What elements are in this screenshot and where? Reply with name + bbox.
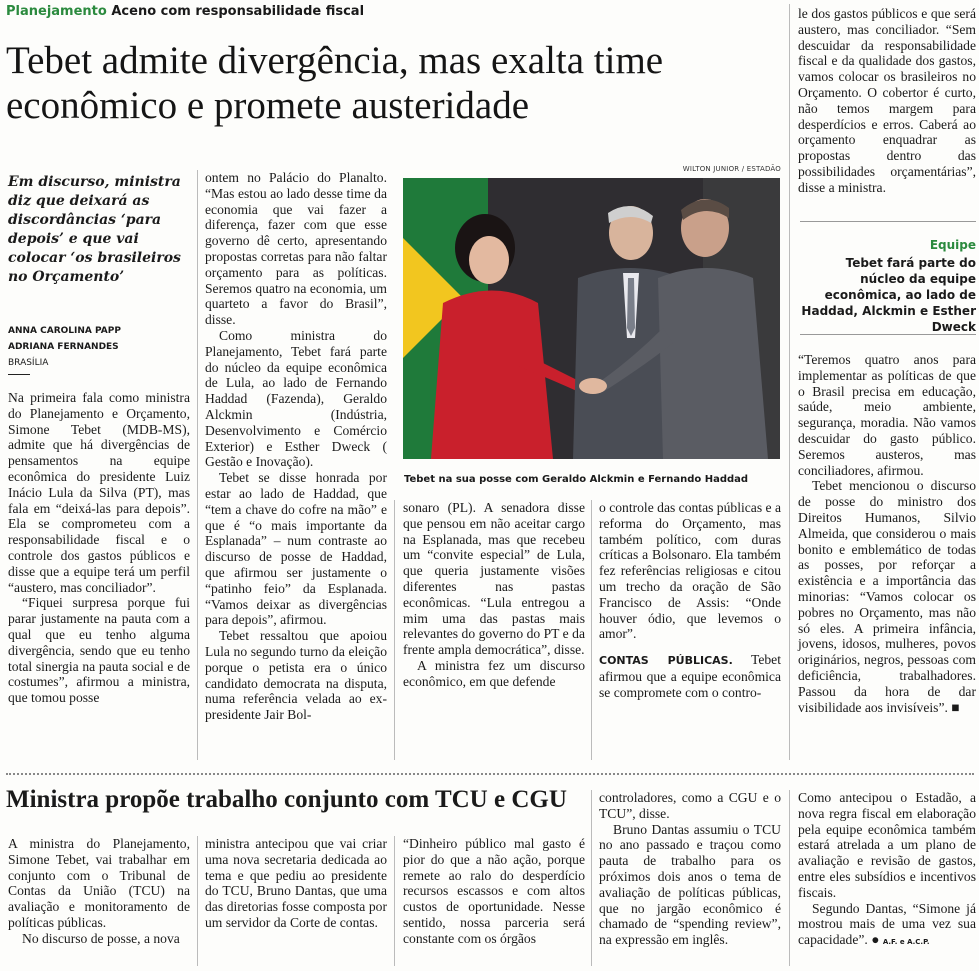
paragraph: ministra antecipou que vai criar uma nova secretaria dedicada ao tema e que pediu ao presidente do TCU, Bruno Dantas, que uma das diretorias fosse composta por um servidor da Corte de contas.: [205, 836, 387, 930]
paragraph: ontem no Palácio do Planalto. “Mas estou ao lado desse time da economia que vai fazer a diferença, fazer com que esse governo dê certo, apresentando propostas corretas para não faltar orçamento para as políticas. Seremos quatro na economia, um quarteto a favor do Brasil”, disse.: [205, 170, 387, 328]
topic-label: Aceno com responsabilidade fiscal: [111, 4, 365, 19]
column-rule: [394, 836, 395, 966]
deck: Em discurso, ministra diz que deixará as discordâncias ‘para depois’ e que vai colocar ‘os brasileiros no Orçamento’: [8, 174, 181, 285]
paragraph-text: Segundo Dantas, “Simone já mostrou mais de uma vez sua capacidade”. ●: [798, 900, 976, 948]
second-col-3: [403, 836, 585, 947]
paragraph: [599, 652, 781, 700]
signature: A.F. e A.C.P.: [882, 938, 930, 947]
section-label[interactable]: Planejamento: [6, 4, 107, 19]
paragraph: Como ministra do Planejamento, Tebet fará parte do núcleo da equipe econômica de Lula, ao lado de Fernando Haddad (Fazenda), Geraldo Alckmin (Indústria, Desenvolvimento e Comércio Exterior) e Esther Dweck ( Gestão e Inovação).: [205, 327, 387, 470]
second-col-1: [8, 836, 190, 947]
paragraph: o controle das contas públicas e a reforma do Orçamento, mas também político, com duras críticas a Bolsonaro. Ela também fez referências religiosas e citou um trecho da oração de São Francisco de Assis: “Onde houver ódio, que levemos o amor”.: [599, 500, 781, 642]
byline-author-1: ANNA CAROLINA PAPP: [8, 326, 121, 336]
main-col-2: [205, 170, 387, 723]
subhead-text: Tebet afirmou que a equipe econômica se compromete com o contro-: [599, 652, 781, 700]
main-col-1: [8, 390, 190, 706]
column-rule: [789, 4, 790, 760]
column-rule: [591, 790, 592, 966]
paragraph: A ministra fez um discurso econômico, em que defende: [403, 657, 585, 689]
paragraph: “Teremos quatro anos para implementar as políticas de que o Brasil precisa em educação, saúde, meio ambiente, segurança, moradia. Não vamos descuidar do gasto público. Seremos austeros, mas conciliadores, afirmou.: [798, 352, 976, 478]
section-divider: [6, 773, 974, 775]
box-text: Tebet fará parte do núcleo da equipe econômica, ao lado de Haddad, Alckmin e Esther Dweck: [801, 256, 976, 334]
byline-author-2: ADRIANA FERNANDES: [8, 342, 119, 352]
paragraph: controladores, como a CGU e o TCU”, disse.: [599, 790, 781, 821]
box-bottom-rule: [800, 334, 976, 335]
headline: Tebet admite divergência, mas exalta time econômico e promete austeridade: [6, 39, 664, 127]
paragraph: Tebet mencionou o discurso de posse do ministro dos Direitos Humanos, Silvio Almeida, que considerou o mais bonito e emblemático de todas as posses, por reforçar a existência e a importância das minorias: “Vamos colocar os pobres no Orçamento, mas não só eles. A primeira infância, jovens, idosos, mulheres, povos originários, negros, pessoas com deficiência, trabalhadores. Passou da hora de dar visibilidade aos invisíveis”. ■: [798, 478, 976, 715]
main-col-5-top: [798, 6, 976, 196]
news-photo: [403, 178, 780, 459]
photo-credit: WILTON JUNIOR / ESTADÃO: [682, 165, 781, 173]
main-col-3: [403, 500, 585, 690]
paragraph: le dos gastos públicos e que será austero, mas conciliador. “Sem descuidar da responsabilidade fiscal e da qualidade dos gastos, vamos colocar os brasileiros no Orçamento. O cobertor é curto, não temos margem para desperdícios e erros. Caberá ao orçamento enquadrar as propostas dentro das possibilidades orçamentárias”, disse a ministra.: [798, 6, 976, 195]
byline-divider: [8, 374, 30, 375]
photo-caption: Tebet na sua posse com Geraldo Alckmin e Fernando Haddad: [404, 474, 749, 485]
paragraph: Tebet ressaltou que apoiou Lula no segundo turno da eleição porque o petista era o único candidato democrata na disputa, numa referência velada ao ex-presidente Jair Bol-: [205, 628, 387, 723]
paragraph: Como antecipou o Estadão, a nova regra fiscal em elaboração pela equipe econômica também estará atrelada a um plano de avaliação e revisão de gastos, entre eles subsídios e incentivos fiscais.: [798, 790, 976, 900]
byline: [8, 323, 190, 371]
second-col-5: [798, 790, 976, 951]
paragraph: Bruno Dantas assumiu o TCU no ano passado e traçou como pauta de trabalho para os próximos dois anos o tema de avaliação de políticas públicas, que no jargão econômico é chamado de “spending review”, na expressão em inglês.: [599, 821, 781, 948]
byline-city: BRASÍLIA: [8, 358, 49, 368]
paragraph: Na primeira fala como ministra do Planejamento e Orçamento, Simone Tebet (MDB-MS), admite que há divergências de pensamentos na equipe econômica do presidente Luiz Inácio Lula da Silva (PT), mas fala em “deixá-las para depois”. Ela se comprometeu com a responsabilidade fiscal e o controle dos gastos públicos e disse que a equipe terá um perfil “austero, mas conciliador”.: [8, 390, 190, 595]
column-rule: [394, 500, 395, 760]
paragraph: sonaro (PL). A senadora disse que pensou em não aceitar cargo na Esplanada, mas que recebeu um “convite especial” de Lula, que queria justamente visões diferentes nas pastas econômicas. “Lula entregou a mim uma das pastas mais relevantes do governo do PT e da frente ampla democrática”, disse.: [403, 500, 585, 658]
column-rule: [197, 836, 198, 966]
second-col-2: [205, 836, 387, 931]
column-rule: [197, 170, 198, 760]
photo-illustration: [403, 178, 780, 459]
second-col-4: [599, 790, 781, 948]
paragraph: No discurso de posse, a nova: [22, 930, 180, 946]
main-col-5-bottom: [798, 352, 976, 715]
paragraph: “Dinheiro público mal gasto é pior do que a não ação, porque remete ao ralo do desperdício recursos escassos e com altos custos de oportunidade. Nesse sentido, nossa parceria será constante com os órgãos: [403, 836, 585, 946]
box-tag: Equipe: [929, 238, 976, 252]
kicker: [6, 4, 364, 19]
main-col-4: [599, 500, 781, 701]
column-rule: [591, 500, 592, 760]
paragraph: A ministra do Planejamento, Simone Tebet, vai trabalhar em conjunto com o Tribunal de Contas da União (TCU) na avaliação e monitoramento de políticas públicas.: [8, 836, 190, 930]
paragraph: [798, 901, 976, 951]
box-top-rule: [800, 221, 976, 222]
paragraph: “Fiquei surpresa porque fui parar justamente na pauta com a qual que eu tenho alguma divergência, sendo que eu tenho total sinergia na pauta social e de costumes”, afirmou a ministra, que tomou posse: [8, 595, 190, 706]
second-headline: Ministra propõe trabalho conjunto com TCU e CGU: [6, 786, 567, 813]
column-rule: [789, 790, 790, 966]
paragraph: Tebet se disse honrada por estar ao lado de Haddad, que “tem a chave do cofre na mão” e que é “o mais importante da Esplanada” – num contraste ao discurso de posse de Haddad, que afirmou ser justamente o “patinho feio” da Esplanada. “Vamos deixar as divergências para depois”, afirmou.: [205, 470, 387, 628]
subhead-contas-publicas: CONTAS PÚBLICAS.: [599, 654, 733, 668]
